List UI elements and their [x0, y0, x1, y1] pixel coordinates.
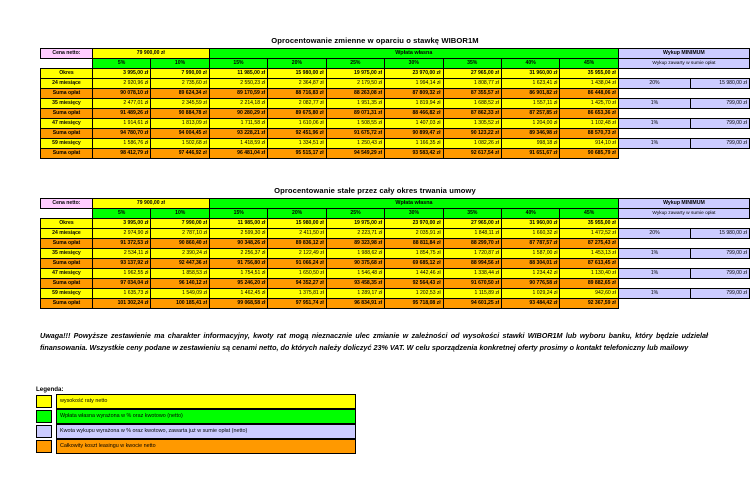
suma-oplat-value: 93 484,42 zł	[502, 299, 560, 309]
rata-value: 1 202,53 zł	[385, 289, 443, 299]
rata-value: 2 534,11 zł	[92, 249, 151, 259]
rata-value: 2 920,96 zł	[92, 79, 150, 89]
rata-value: 1 204,00 zł	[501, 119, 559, 129]
cena-netto-label: Cena netto:	[41, 199, 93, 209]
table-row	[41, 259, 750, 269]
rata-value: 1 951,35 zł	[326, 99, 384, 109]
table-row	[41, 89, 750, 99]
percent-header-15: 15%	[210, 209, 268, 219]
page-title-fixed: Oprocentowanie stałe przez cały okres trwania umowy	[274, 186, 476, 195]
okres-value: 23 970,00 zł	[385, 219, 443, 229]
rata-value: 1 502,68 zł	[151, 139, 209, 149]
wykup-percent: 1%	[618, 99, 690, 109]
rata-value: 1 289,17 zł	[326, 289, 384, 299]
percent-header-10: 10%	[151, 59, 209, 69]
table-row	[41, 109, 750, 119]
table-fixed-rate	[40, 198, 750, 309]
suma-oplat-value: 94 352,27 zł	[268, 279, 326, 289]
suma-oplat-value: 90 348,26 zł	[210, 239, 268, 249]
okres-value: 35 955,00 zł	[560, 69, 618, 79]
table-row	[41, 119, 750, 129]
okres-value: 27 965,00 zł	[443, 69, 501, 79]
suma-oplat-value: 92 564,43 zł	[385, 279, 443, 289]
okres-value: 15 980,00 zł	[268, 219, 326, 229]
rate-table-2	[40, 198, 750, 309]
suma-oplat-value: 91 756,80 zł	[210, 259, 268, 269]
rata-value: 1 462,45 zł	[210, 289, 268, 299]
suma-oplat-value: 89 071,31 zł	[326, 109, 384, 119]
percent-header-5: 5%	[92, 209, 151, 219]
rata-value: 1 854,75 zł	[385, 249, 443, 259]
rata-value: 1 375,81 zł	[268, 289, 326, 299]
rata-value: 1 808,77 zł	[443, 79, 501, 89]
rata-value: 1 994,14 zł	[385, 79, 443, 89]
suma-oplat-value: 86 448,06 zł	[560, 89, 618, 99]
suma-oplat-value: 89 675,80 zł	[268, 109, 326, 119]
spacer-cell	[691, 149, 750, 159]
table-row	[41, 279, 750, 289]
rata-value: 1 453,13 zł	[560, 249, 618, 259]
okres-value: 19 975,00 zł	[326, 219, 384, 229]
legend-color-swatch	[36, 440, 52, 453]
suma-oplat-value: 90 884,78 zł	[151, 109, 209, 119]
rata-value: 1 338,44 zł	[443, 269, 501, 279]
suma-oplat-value: 86 901,82 zł	[501, 89, 559, 99]
percent-header-25: 25%	[326, 59, 384, 69]
spacer-cell	[691, 89, 750, 99]
percent-header-20: 20%	[268, 59, 326, 69]
percent-header-15: 15%	[209, 59, 267, 69]
rata-value: 1 848,11 zł	[443, 229, 501, 239]
suma-oplat-value: 93 583,42 zł	[385, 149, 443, 159]
wykup-value: 799,00 zł	[691, 119, 750, 129]
rata-value: 2 787,10 zł	[151, 229, 210, 239]
spacer-cell	[618, 109, 690, 119]
spacer-cell	[618, 149, 690, 159]
rata-value: 2 345,59 zł	[151, 99, 209, 109]
okres-value: 27 965,00 zł	[443, 219, 501, 229]
rata-value: 1 425,70 zł	[560, 99, 618, 109]
wplata-wlasna-header: Wpłata własna	[209, 49, 618, 59]
suma-oplat-value: 91 651,67 zł	[501, 149, 559, 159]
rata-value: 1 557,11 zł	[501, 99, 559, 109]
percent-header-45: 45%	[560, 209, 618, 219]
suma-oplat-value: 99 068,58 zł	[210, 299, 268, 309]
suma-oplat-value: 87 355,57 zł	[443, 89, 501, 99]
suma-oplat-value: 98 412,79 zł	[92, 149, 150, 159]
suma-oplat-value: 95 718,08 zł	[385, 299, 443, 309]
disclaimer-note: Uwaga!!! Powyższe zestawienie ma charakter informacyjny, kwoty rat mogą nieznacznie ulec zmianie w zależności od wysokości stawki WIBOR1M lub wyboru banku, który będzie udzielał finansowania. Wszystkie ceny podane w zestawieniu są cenami netto, do których należy doliczyć 23% VAT. W celu sporządzenia konkretnej oferty prosimy o kontakt telefoniczny lub mailowy	[40, 331, 708, 352]
rata-value: 1 130,40 zł	[560, 269, 618, 279]
suma-oplat-value: 90 078,10 zł	[92, 89, 150, 99]
percent-header-20: 20%	[268, 209, 326, 219]
rata-value: 1 029,24 zł	[502, 289, 560, 299]
suma-oplat-label: Suma opłat	[41, 239, 93, 249]
suma-oplat-label: Suma opłat	[41, 109, 93, 119]
suma-oplat-value: 94 549,29 zł	[326, 149, 384, 159]
wykup-percent: 1%	[618, 269, 690, 279]
percent-header-45: 45%	[560, 59, 618, 69]
rata-value: 1 635,73 zł	[92, 289, 151, 299]
rata-value: 1 819,94 zł	[385, 99, 443, 109]
suma-oplat-value: 91 670,50 zł	[443, 279, 501, 289]
suma-oplat-value: 88 716,83 zł	[268, 89, 326, 99]
rata-value: 1 650,50 zł	[268, 269, 326, 279]
rata-value: 1 115,89 zł	[443, 289, 501, 299]
suma-oplat-value: 101 302,24 zł	[92, 299, 151, 309]
suma-oplat-value: 93 228,21 zł	[209, 129, 267, 139]
suma-oplat-value: 91 489,26 zł	[92, 109, 150, 119]
rata-value: 1 711,58 zł	[209, 119, 267, 129]
spacer-cell	[618, 219, 690, 229]
rata-value: 1 586,76 zł	[92, 139, 150, 149]
suma-oplat-value: 88 466,82 zł	[385, 109, 443, 119]
okres-label: Okres	[41, 219, 93, 229]
okres-value: 7 990,00 zł	[151, 219, 210, 229]
table-row	[41, 149, 750, 159]
spacer-cell	[618, 259, 690, 269]
legend-color-swatch	[36, 410, 52, 423]
table-header-row-1	[41, 199, 750, 209]
okres-value: 35 955,00 zł	[560, 219, 618, 229]
okres-period-label: 35 miesięcy	[41, 249, 93, 259]
suma-oplat-value: 87 257,85 zł	[501, 109, 559, 119]
spacer-cell	[618, 69, 690, 79]
percent-header-30: 30%	[385, 209, 443, 219]
suma-oplat-value: 92 451,96 zł	[268, 129, 326, 139]
wykup-percent: 1%	[618, 249, 690, 259]
table-header-row-2	[41, 209, 750, 219]
okres-period-label: 47 miesięcy	[41, 269, 93, 279]
spacer-cell	[618, 129, 690, 139]
rata-value: 2 390,24 zł	[151, 249, 210, 259]
rata-value: 1 688,52 zł	[443, 99, 501, 109]
suma-oplat-value: 90 899,47 zł	[385, 129, 443, 139]
rata-value: 942,60 zł	[560, 289, 618, 299]
suma-oplat-value: 91 066,24 zł	[268, 259, 326, 269]
percent-header-5: 5%	[92, 59, 150, 69]
okres-period-label: 35 miesięcy	[41, 99, 93, 109]
spacer-cell	[691, 259, 750, 269]
table-row	[41, 269, 750, 279]
rata-value: 914,10 zł	[560, 139, 618, 149]
suma-oplat-value: 92 367,59 zł	[560, 299, 618, 309]
rata-value: 1 418,59 zł	[209, 139, 267, 149]
rata-value: 2 256,37 zł	[210, 249, 268, 259]
suma-oplat-label: Suma opłat	[41, 259, 93, 269]
legend-list	[36, 394, 356, 454]
suma-oplat-value: 95 246,20 zł	[210, 279, 268, 289]
rata-value: 1 623,41 zł	[501, 79, 559, 89]
percent-header-40: 40%	[501, 59, 559, 69]
okres-value: 23 970,00 zł	[385, 69, 443, 79]
rata-value: 1 508,55 zł	[326, 119, 384, 129]
suma-oplat-value: 88 994,56 zł	[443, 259, 501, 269]
wykup-value: 799,00 zł	[691, 249, 750, 259]
wplata-wlasna-header: Wpłata własna	[210, 199, 619, 209]
spacer-cell	[691, 239, 750, 249]
suma-oplat-value: 97 951,74 zł	[268, 299, 326, 309]
rata-value: 2 550,23 zł	[209, 79, 267, 89]
table-row	[41, 129, 750, 139]
legend-item-label: wysokość raty netto	[56, 394, 356, 409]
rata-value: 1 610,06 zł	[268, 119, 326, 129]
rata-value: 1 988,62 zł	[326, 249, 384, 259]
suma-oplat-value: 90 280,29 zł	[209, 109, 267, 119]
suma-oplat-value: 90 776,58 zł	[502, 279, 560, 289]
table-header-row-2	[41, 59, 750, 69]
suma-oplat-value: 89 323,98 zł	[326, 239, 384, 249]
okres-period-label: 24 miesiące	[41, 229, 93, 239]
legend-item	[36, 439, 356, 454]
rata-value: 1 438,04 zł	[560, 79, 618, 89]
rata-value: 1 858,53 zł	[151, 269, 210, 279]
suma-oplat-value: 88 299,70 zł	[443, 239, 501, 249]
legend-item-label: Wpłata własna wyrażona w % oraz kwotowo (netto)	[56, 409, 356, 424]
wykup-subheader: Wykup zawarty w sumie opłat	[618, 59, 749, 69]
suma-oplat-label: Suma opłat	[41, 299, 93, 309]
page-title-variable: Oprocentowanie zmienne w oparciu o stawkę WIBOR1M	[271, 36, 479, 45]
okres-value: 3 995,00 zł	[92, 69, 150, 79]
okres-value: 11 985,00 zł	[210, 219, 268, 229]
okres-period-label: 59 miesięcy	[41, 139, 93, 149]
suma-oplat-value: 96 140,12 zł	[151, 279, 210, 289]
okres-period-label: 59 miesięcy	[41, 289, 93, 299]
okres-value: 31 960,00 zł	[501, 69, 559, 79]
okres-row	[41, 219, 750, 229]
legend-title: Legenda:	[36, 386, 64, 393]
rata-value: 2 411,50 zł	[268, 229, 326, 239]
spacer-cell	[618, 89, 690, 99]
wykup-percent: 20%	[618, 79, 690, 89]
suma-oplat-value: 96 834,91 zł	[326, 299, 384, 309]
rata-value: 2 223,71 zł	[326, 229, 384, 239]
table-row	[41, 289, 750, 299]
suma-oplat-value: 93 137,92 zł	[92, 259, 151, 269]
suma-oplat-value: 90 860,40 zł	[151, 239, 210, 249]
suma-oplat-value: 87 275,43 zł	[560, 239, 618, 249]
rata-value: 2 082,77 zł	[268, 99, 326, 109]
rata-value: 1 546,48 zł	[326, 269, 384, 279]
rata-value: 1 234,42 zł	[502, 269, 560, 279]
suma-oplat-value: 89 624,34 zł	[151, 89, 209, 99]
rata-value: 1 442,46 zł	[385, 269, 443, 279]
okres-value: 7 990,00 zł	[151, 69, 209, 79]
wykup-value: 799,00 zł	[691, 269, 750, 279]
suma-oplat-label: Suma opłat	[41, 129, 93, 139]
suma-oplat-value: 96 481,04 zł	[209, 149, 267, 159]
wykup-percent: 20%	[618, 229, 690, 239]
spacer-cell	[691, 109, 750, 119]
table-row	[41, 229, 750, 239]
rata-value: 1 660,32 zł	[502, 229, 560, 239]
suma-oplat-value: 86 653,36 zł	[560, 109, 618, 119]
rata-value: 1 720,87 zł	[443, 249, 501, 259]
rata-value: 1 102,48 zł	[560, 119, 618, 129]
legend-color-swatch	[36, 395, 52, 408]
wykup-value: 799,00 zł	[691, 139, 750, 149]
okres-label: Okres	[41, 69, 93, 79]
rata-value: 1 813,09 zł	[151, 119, 209, 129]
table-row	[41, 249, 750, 259]
rata-value: 2 599,30 zł	[210, 229, 268, 239]
suma-oplat-value: 100 185,41 zł	[151, 299, 210, 309]
suma-oplat-value: 90 685,79 zł	[560, 149, 618, 159]
rata-value: 1 334,51 zł	[268, 139, 326, 149]
wykup-minimum-header: Wykup MINIMUM	[618, 199, 749, 209]
rata-value: 2 364,87 zł	[268, 79, 326, 89]
okres-value: 19 975,00 zł	[326, 69, 384, 79]
suma-oplat-value: 87 787,57 zł	[502, 239, 560, 249]
table-row	[41, 239, 750, 249]
rata-value: 1 472,52 zł	[560, 229, 618, 239]
percent-header-35: 35%	[443, 209, 501, 219]
suma-oplat-label: Suma opłat	[41, 89, 93, 99]
suma-oplat-value: 94 601,25 zł	[443, 299, 501, 309]
suma-oplat-value: 88 811,84 zł	[385, 239, 443, 249]
wykup-subheader: Wykup zawarty w sumie opłat	[618, 209, 749, 219]
rata-value: 2 735,60 zł	[151, 79, 209, 89]
rata-value: 2 974,90 zł	[92, 229, 151, 239]
legend-item	[36, 409, 356, 424]
suma-oplat-value: 90 375,68 zł	[326, 259, 384, 269]
suma-oplat-value: 92 617,54 zł	[443, 149, 501, 159]
table-row	[41, 299, 750, 309]
rate-table-1	[40, 48, 750, 159]
suma-oplat-value: 94 780,70 zł	[92, 129, 150, 139]
okres-value: 3 995,00 zł	[92, 219, 151, 229]
suma-oplat-value: 88 570,73 zł	[560, 129, 618, 139]
wykup-percent: 1%	[618, 289, 690, 299]
suma-oplat-value: 89 882,65 zł	[560, 279, 618, 289]
suma-oplat-value: 91 372,53 zł	[92, 239, 151, 249]
wykup-value: 15 980,00 zł	[691, 79, 750, 89]
okres-row	[41, 69, 750, 79]
rata-value: 1 407,03 zł	[385, 119, 443, 129]
rata-value: 1 914,61 zł	[92, 119, 150, 129]
suma-oplat-label: Suma opłat	[41, 279, 93, 289]
suma-oplat-value: 87 809,32 zł	[385, 89, 443, 99]
rata-value: 998,18 zł	[501, 139, 559, 149]
spacer-cell	[41, 209, 93, 219]
okres-period-label: 47 miesięcy	[41, 119, 93, 129]
rata-value: 2 035,91 zł	[385, 229, 443, 239]
spacer-cell	[618, 239, 690, 249]
percent-header-35: 35%	[443, 59, 501, 69]
suma-oplat-value: 92 447,36 zł	[151, 259, 210, 269]
percent-header-40: 40%	[502, 209, 560, 219]
spacer-cell	[691, 299, 750, 309]
wykup-value: 799,00 zł	[691, 289, 750, 299]
rata-value: 1 962,55 zł	[92, 269, 151, 279]
rata-value: 2 477,01 zł	[92, 99, 150, 109]
suma-oplat-value: 89 836,12 zł	[268, 239, 326, 249]
wykup-minimum-header: Wykup MINIMUM	[618, 49, 749, 59]
okres-period-label: 24 miesiące	[41, 79, 93, 89]
table-row	[41, 139, 750, 149]
suma-oplat-value: 91 675,72 zł	[326, 129, 384, 139]
wykup-percent: 1%	[618, 139, 690, 149]
okres-value: 31 960,00 zł	[502, 219, 560, 229]
spacer-cell	[691, 219, 750, 229]
suma-oplat-value: 88 263,08 zł	[326, 89, 384, 99]
suma-oplat-value: 69 685,12 zł	[385, 259, 443, 269]
cena-netto-label: Cena netto:	[41, 49, 93, 59]
suma-oplat-value: 89 346,98 zł	[501, 129, 559, 139]
suma-oplat-value: 88 304,01 zł	[502, 259, 560, 269]
table-variable-rate	[40, 48, 750, 159]
rata-value: 1 082,26 zł	[443, 139, 501, 149]
table-header-row-1	[41, 49, 750, 59]
suma-oplat-value: 95 515,17 zł	[268, 149, 326, 159]
rata-value: 2 122,49 zł	[268, 249, 326, 259]
legend-item	[36, 394, 356, 409]
rata-value: 1 250,43 zł	[326, 139, 384, 149]
cena-netto-value: 79 900,00 zł	[92, 199, 209, 209]
cena-netto-value: 79 900,00 zł	[92, 49, 209, 59]
wykup-percent: 1%	[618, 119, 690, 129]
suma-oplat-value: 93 458,35 zł	[326, 279, 384, 289]
okres-value: 15 980,00 zł	[268, 69, 326, 79]
suma-oplat-value: 97 034,04 zł	[92, 279, 151, 289]
suma-oplat-value: 87 862,33 zł	[443, 109, 501, 119]
spacer-cell	[691, 129, 750, 139]
table-row	[41, 99, 750, 109]
rata-value: 1 549,09 zł	[151, 289, 210, 299]
spacer-cell	[691, 279, 750, 289]
suma-oplat-value: 89 170,59 zł	[209, 89, 267, 99]
suma-oplat-label: Suma opłat	[41, 149, 93, 159]
rata-value: 1 587,00 zł	[502, 249, 560, 259]
okres-value: 11 985,00 zł	[209, 69, 267, 79]
spacer-cell	[41, 59, 93, 69]
wykup-value: 799,00 zł	[691, 99, 750, 109]
spacer-cell	[691, 69, 750, 79]
rata-value: 2 179,50 zł	[326, 79, 384, 89]
table-row	[41, 79, 750, 89]
rata-value: 1 305,52 zł	[443, 119, 501, 129]
suma-oplat-value: 87 613,45 zł	[560, 259, 618, 269]
rata-value: 2 214,18 zł	[209, 99, 267, 109]
rata-value: 1 166,35 zł	[385, 139, 443, 149]
legend-color-swatch	[36, 425, 52, 438]
rata-value: 1 754,51 zł	[210, 269, 268, 279]
spacer-cell	[618, 299, 690, 309]
suma-oplat-value: 90 123,22 zł	[443, 129, 501, 139]
percent-header-10: 10%	[151, 209, 210, 219]
legend-item	[36, 424, 356, 439]
suma-oplat-value: 94 004,45 zł	[151, 129, 209, 139]
percent-header-25: 25%	[326, 209, 384, 219]
suma-oplat-value: 97 446,92 zł	[151, 149, 209, 159]
legend-item-label: Kwota wykupu wyrażona w % oraz kwotowo, zawarta już w sumie opłat (netto)	[56, 424, 356, 439]
legend-item-label: Całkowity koszt leasingu w kwocie netto	[56, 439, 356, 454]
wykup-value: 15 980,00 zł	[691, 229, 750, 239]
percent-header-30: 30%	[385, 59, 443, 69]
spacer-cell	[618, 279, 690, 289]
